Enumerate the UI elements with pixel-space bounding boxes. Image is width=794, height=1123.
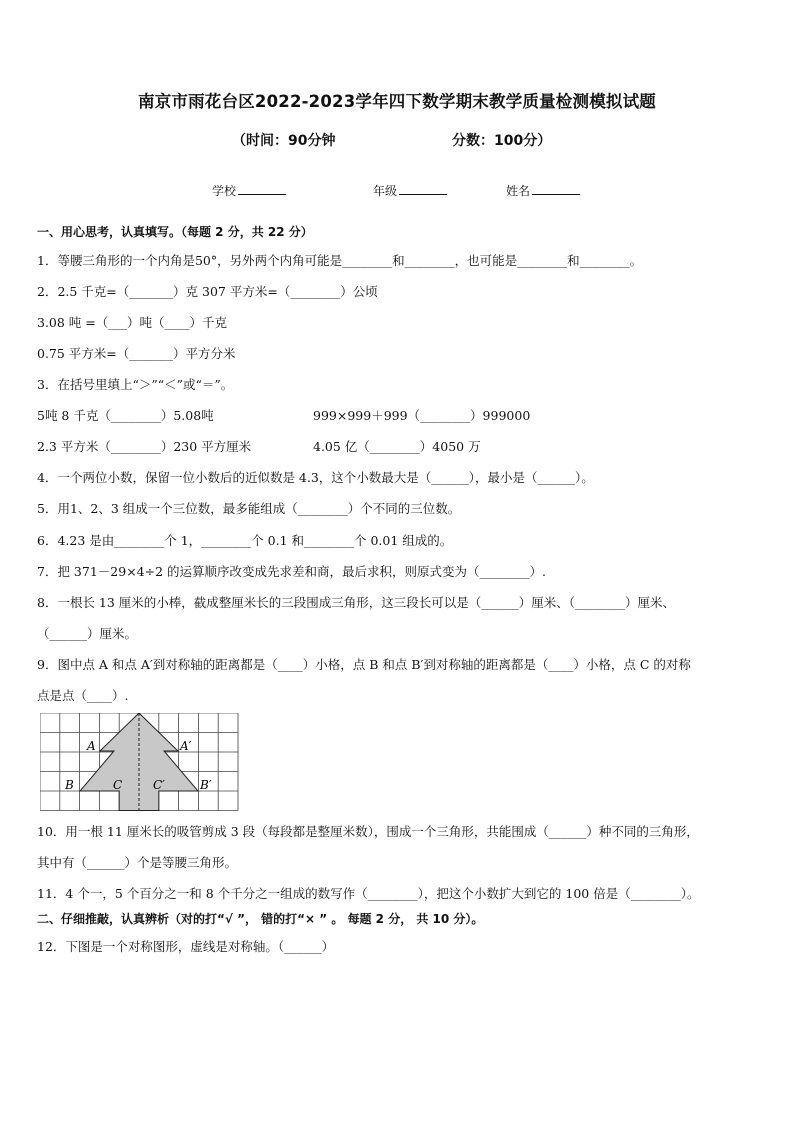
question-3-item-c: 2.3 平方米（________）230 平方厘米 (37, 439, 252, 454)
question-2-line-2: 3.08 吨 =（___）吨（____）千克 (37, 315, 228, 330)
name-label: 姓名 (506, 184, 531, 198)
question-1: 1．等腰三角形的一个内角是50°，另外两个内角可能是________和________，也可能是________和________。 (37, 253, 643, 268)
section-2-heading: 二、仔细推敲，认真辨析（对的打“√ ”， 错的打“× ” 。 每题 2 分， 共 10 分）。 (37, 912, 484, 926)
school-label: 学校 (212, 184, 237, 198)
grade-blank[interactable] (399, 182, 447, 195)
question-3-item-a: 5吨 8 千克（________）5.08吨 (37, 408, 214, 423)
label-b: B (65, 778, 74, 792)
question-3-item-b: 999×999＋999（________）999000 (313, 408, 531, 423)
school-blank[interactable] (238, 182, 286, 195)
question-9-line-1: 9．图中点 A 和点 A′到对称轴的距离都是（____）小格，点 B 和点 B′到对称轴的距离都是（____）小格，点 C 的对称 (37, 657, 691, 672)
question-7: 7．把 371－29×4÷2 的运算顺序改变成先求差和商，最后求积，则原式变为（________）. (37, 564, 546, 579)
name-blank[interactable] (532, 182, 580, 195)
label-b-prime: B′ (200, 778, 212, 792)
label-a-prime: A′ (180, 739, 192, 753)
question-5: 5．用1、2、3 组成一个三位数，最多能组成（________）个不同的三位数。 (37, 501, 461, 516)
question-6: 6．4.23 是由________个 1，________个 0.1 和________个 0.01 组成的。 (37, 533, 453, 548)
exam-score: 分数：100分） (452, 133, 552, 149)
grade-field (373, 182, 447, 199)
symmetry-figure (40, 713, 240, 811)
name-field (506, 182, 580, 199)
question-12: 12．下图是一个对称图形，虚线是对称轴。（______） (37, 939, 335, 954)
label-c: C (113, 778, 123, 792)
section-1-heading: 一、用心思考，认真填写。（每题 2 分，共 22 分） (37, 225, 313, 239)
question-2-line-1: 2．2.5 千克=（_______）克 307 平方米=（________）公顷 (37, 284, 378, 299)
question-11: 11．4 个一，5 个百分之一和 8 个千分之一组成的数写作（________），把这个小数扩大到它的 100 倍是（________）。 (37, 886, 700, 901)
page-title: 南京市雨花台区2022-2023学年四下数学期末教学质量检测模拟试题 (138, 92, 656, 111)
label-a: A (87, 739, 96, 753)
exam-time: （时间：90分钟 (232, 133, 336, 149)
question-8-line-2: （______）厘米。 (37, 626, 138, 641)
question-10-line-1: 10．用一根 11 厘米长的吸管剪成 3 段（每段都是整厘米数），围成一个三角形，共能围成（______）种不同的三角形， (37, 824, 699, 839)
question-3-item-d: 4.05 亿（________）4050 万 (313, 439, 481, 454)
question-2-line-3: 0.75 平方米=（_______）平方分米 (37, 346, 236, 361)
question-10-line-2: 其中有（______）个是等腰三角形。 (37, 855, 238, 870)
grade-label: 年级 (373, 184, 398, 198)
label-c-prime: C′ (153, 778, 165, 792)
question-4: 4．一个两位小数，保留一位小数后的近似数是 4.3，这个小数最大是（______），最小是（______）。 (37, 470, 594, 485)
question-9-line-2: 点是点（____）. (37, 688, 129, 703)
question-8-line-1: 8．一根长 13 厘米的小棒，截成整厘米长的三段围成三角形，这三段长可以是（______）厘米、（________）厘米、 (37, 595, 676, 610)
question-3: 3．在括号里填上“＞”“＜”或“＝”。 (37, 377, 234, 392)
school-field (212, 182, 286, 199)
